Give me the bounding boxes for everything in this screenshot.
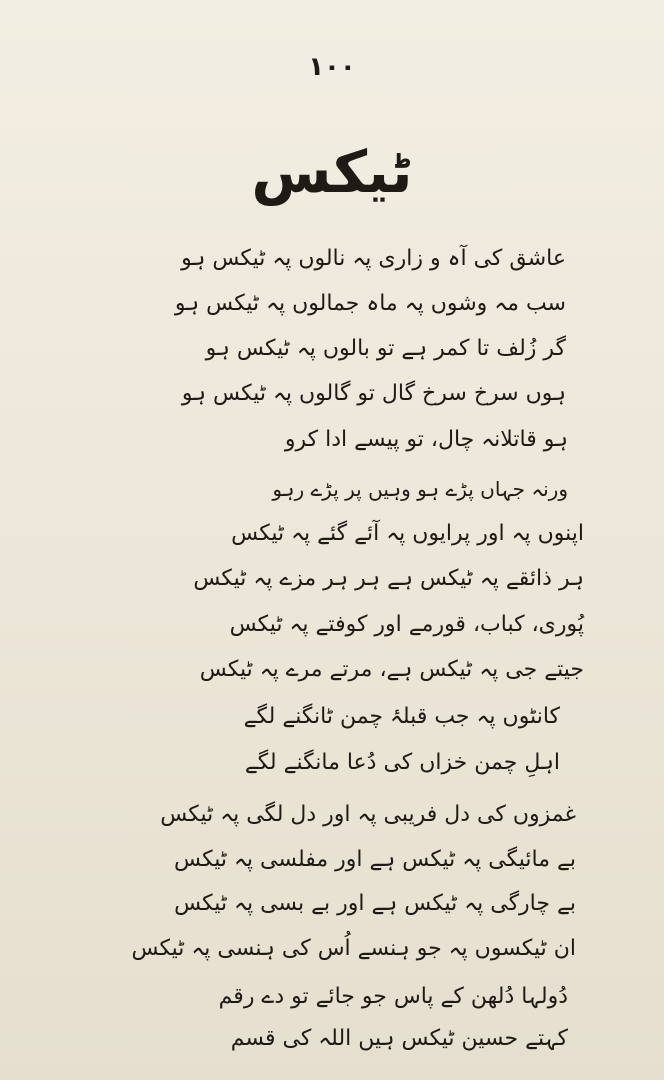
poem-line: جیتے جی پہ ٹیکس ہے، مرتے مرے پہ ٹیکس (199, 657, 584, 682)
poem-line: بے مائیگی پہ ٹیکس ہے اور مفلسی پہ ٹیکس (174, 847, 576, 872)
poem-line: گر زُلف تا کمر ہے تو بالوں پہ ٹیکس ہو (205, 336, 566, 361)
poem-line: ہو قاتلانہ چال، تو پیسے ادا کرو (284, 427, 568, 452)
poem-line: سب مہ وشوں پہ ماہ جمالوں پہ ٹیکس ہو (174, 291, 566, 316)
poem-line: پُوری، کباب، قورمے اور کوفتے پہ ٹیکس (229, 612, 584, 637)
poem-line: غمزوں کی دل فریبی پہ اور دل لگی پہ ٹیکس (160, 802, 576, 827)
poem-line: ہر ذائقے پہ ٹیکس ہے ہر ہر مزے پہ ٹیکس (193, 566, 584, 591)
poem-line: ورنہ جہاں پڑے ہو وہیں پر پڑے رہو (272, 477, 568, 501)
poem-line: ان ٹیکسوں پہ جو ہنسے اُس کی ہنسی پہ ٹیکس (131, 936, 576, 961)
poem-line: بے چارگی پہ ٹیکس ہے اور بے بسی پہ ٹیکس (174, 891, 576, 916)
page-number: ۱۰۰ (308, 52, 356, 82)
poem-line: اپنوں پہ اور پرایوں پہ آئے گئے پہ ٹیکس (231, 521, 584, 546)
poem-line: کہتے حسین ٹیکس ہیں اللہ کی قسم (230, 1026, 568, 1051)
poem-line: دُولہا دُلھن کے پاس جو جائے تو دے رقم (218, 984, 568, 1009)
poem-line: کانٹوں پہ جب قبلۂ چمن ٹانگنے لگے (243, 704, 560, 729)
poem-line: اہلِ چمن خزاں کی دُعا مانگنے لگے (244, 750, 560, 775)
poem-title: ٹیکس (251, 138, 413, 206)
poem-line: عاشق کی آہ و زاری پہ نالوں پہ ٹیکس ہو (181, 246, 566, 271)
poem-line: ہوں سرخ سرخ گال تو گالوں پہ ٹیکس ہو (181, 381, 566, 406)
